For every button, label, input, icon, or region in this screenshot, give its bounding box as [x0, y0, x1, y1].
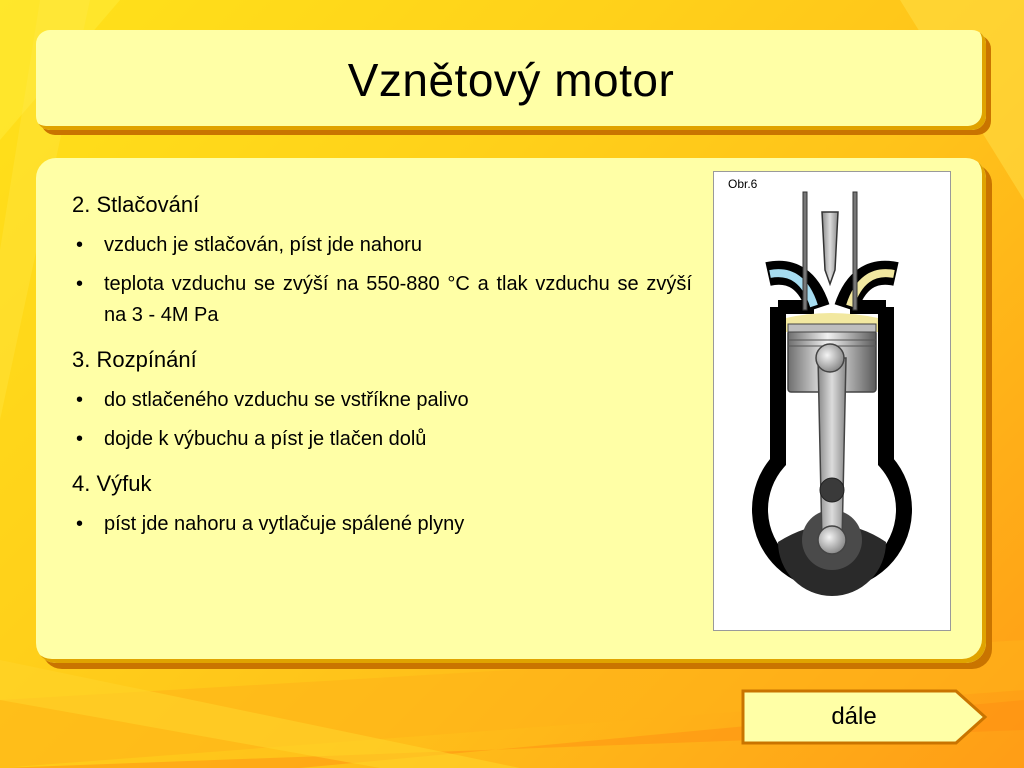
next-button-label: dále	[831, 703, 877, 730]
section-heading: 4. Výfuk	[72, 471, 152, 496]
section-heading: 2. Stlačování	[72, 192, 200, 217]
slide-title: Vznětový motor	[347, 54, 675, 106]
engine-figure	[713, 171, 951, 631]
bullet-item: • dojde k výbuchu a píst je tlačen dolů	[72, 424, 692, 455]
section-compression	[72, 192, 692, 331]
bullet-list	[72, 509, 692, 540]
section-exhaust	[72, 471, 692, 540]
section-expansion	[72, 347, 692, 455]
content-panel	[36, 158, 986, 663]
title-panel	[36, 30, 986, 130]
bullet-list	[72, 385, 692, 455]
bullet-item: • vzduch je stlačován, píst jde nahoru	[72, 230, 692, 261]
bullet-item: • píst jde nahoru a vytlačuje spálené plyny	[72, 509, 692, 540]
bullet-list	[72, 230, 692, 331]
diesel-engine-diagram	[714, 172, 950, 630]
section-heading: 3. Rozpínání	[72, 347, 197, 372]
next-button[interactable]	[740, 688, 988, 746]
figure-caption: Obr.6	[728, 177, 758, 191]
bullet-item: • do stlačeného vzduchu se vstříkne palivo	[72, 385, 692, 416]
text-column	[72, 192, 692, 556]
bullet-item: • teplota vzduchu se zvýší na 550-880 °C a tlak vzduchu se zvýší na 3 - 4M Pa	[72, 269, 692, 331]
